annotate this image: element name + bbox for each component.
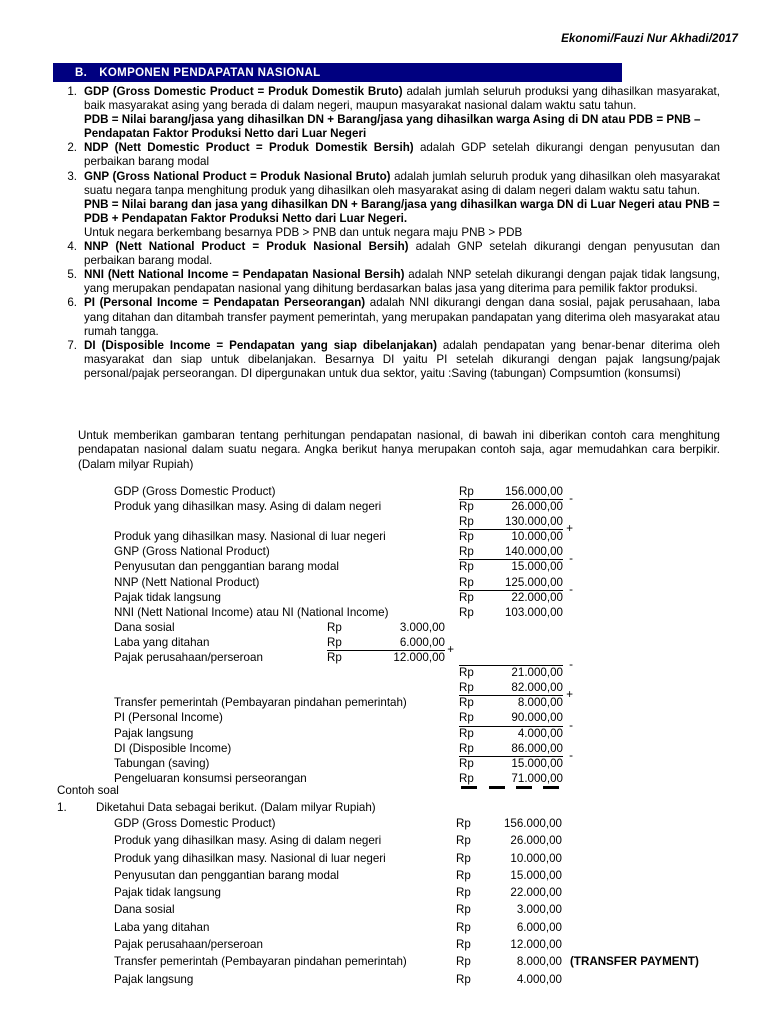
soal-data-row xyxy=(114,884,714,901)
calculation-row xyxy=(114,514,644,529)
definition-body xyxy=(84,268,720,296)
amount-value: 15.000,00 xyxy=(510,868,562,882)
currency-prefix: Rp xyxy=(459,756,474,770)
definition-text: adalah jumlah seluruh produk yang dihasilkan oleh masyarakat suatu negara tanpa menghitung produk yang dihasilkan oleh masyarakat asing di dalam negeri dalam waktu satu tahun. xyxy=(84,169,720,197)
calculation-label: Laba yang ditahan xyxy=(114,635,210,649)
amount-value: 6.000,00 xyxy=(399,635,445,649)
definition-text: adalah NNI dikurangi dengan dana sosial, pajak perusahaan, laba yang ditahan dan ditambah transfer payment pemerintah, yang merupakan pandapatan yang diterima oleh masyarakat atau rumah tangga. xyxy=(84,296,721,338)
amount-value: 103.000,00 xyxy=(504,605,563,619)
definition-item xyxy=(62,170,720,240)
amount-value: 26.000,00 xyxy=(510,834,562,848)
soal-data-row xyxy=(114,832,714,849)
soal-data-row xyxy=(114,901,714,918)
calculation-label: Pajak perusahaan/perseroan xyxy=(114,651,263,665)
amount-value: 125.000,00 xyxy=(504,575,563,589)
definition-body xyxy=(84,170,720,240)
calculation-label: NNI (Nett National Income) atau NI (National Income) xyxy=(114,605,389,619)
definition-item xyxy=(62,296,720,338)
definition-term: GDP (Gross Domestic Product = Produk Domestik Bruto) xyxy=(84,85,403,98)
amount-value: 12.000,00 xyxy=(393,651,445,665)
calculation-row xyxy=(114,484,644,499)
contoh-soal-number: 1. xyxy=(57,801,67,814)
definition-text: adalah pendapatan yang benar-benar diterima oleh masyarakat dan siap untuk dibelanjakan. Besarnya DI yaitu PI setelah dikurangi dengan pajak langsung/pajak personal/pajak perseorangan. DI dipergunakan untuk dua sektor, yaitu :Saving (tabungan) Compsumtion (konsumsi) xyxy=(84,338,720,380)
calculation-row xyxy=(114,771,644,786)
calculation-row xyxy=(114,620,644,635)
definition-note: Untuk negara berkembang besarnya PDB > PNB dan untuk negara maju PNB > PDB xyxy=(84,225,523,239)
currency-prefix: Rp xyxy=(459,726,474,740)
calculation-label: Dana sosial xyxy=(114,620,175,634)
currency-prefix: Rp xyxy=(456,938,471,952)
calculation-row xyxy=(114,635,644,650)
amount-value: 22.000,00 xyxy=(511,590,563,604)
definition-number: 5. xyxy=(67,268,77,282)
calculation-label: NNP (Nett National Product) xyxy=(114,575,260,589)
soal-tag: (TRANSFER PAYMENT) xyxy=(570,955,699,969)
amount-value: 21.000,00 xyxy=(511,666,563,680)
calculation-row xyxy=(114,605,644,620)
definition-term: NNI (Nett National Income = Pendapatan Nasional Bersih) xyxy=(84,268,405,282)
calculation-row xyxy=(114,544,644,559)
calculation-row xyxy=(114,575,644,590)
calculation-row xyxy=(114,680,644,695)
definition-list xyxy=(62,85,720,381)
currency-prefix: Rp xyxy=(456,903,471,917)
calculation-right-amount xyxy=(459,492,573,514)
amount-value: 10.000,00 xyxy=(510,851,562,865)
calculation-row xyxy=(114,643,644,665)
amount-value: 26.000,00 xyxy=(511,500,563,514)
soal-data-row xyxy=(114,936,714,953)
currency-prefix: Rp xyxy=(459,530,474,544)
definition-number: 1. xyxy=(67,85,77,98)
amount-value: 3.000,00 xyxy=(399,620,445,634)
calculation-label: Pengeluaran konsumsi perseorangan xyxy=(114,771,307,785)
currency-prefix: Rp xyxy=(459,575,474,589)
definition-number: 7. xyxy=(67,338,77,352)
currency-prefix: Rp xyxy=(459,605,474,619)
definition-body xyxy=(84,240,720,268)
operator-sign: + xyxy=(566,688,573,702)
calculation-label: Penyusutan dan penggantian barang modal xyxy=(114,560,339,574)
definition-body xyxy=(84,339,720,381)
currency-prefix: Rp xyxy=(459,741,474,755)
amount-value: 140.000,00 xyxy=(504,545,563,559)
definition-formula: PNB = Nilai barang dan jasa yang dihasilkan DN + Barang/jasa yang dihasilkan warga DN di Luar Negeri atau PNB = PDB + Pendapatan Faktor Produksi Netto dari Luar Negeri. xyxy=(84,197,720,225)
currency-prefix: Rp xyxy=(459,590,474,604)
currency-prefix: Rp xyxy=(459,515,474,529)
calculation-row xyxy=(114,741,644,756)
soal-label: Pajak tidak langsung xyxy=(114,886,221,900)
currency-prefix: Rp xyxy=(456,972,471,986)
contoh-soal-data-list xyxy=(114,815,714,988)
definition-body xyxy=(84,296,720,338)
operator-sign: - xyxy=(569,492,573,506)
definition-term: PI (Personal Income = Pendapatan Perseorangan) xyxy=(84,296,366,310)
currency-prefix: Rp xyxy=(456,868,471,882)
calculation-row xyxy=(114,710,644,725)
operator-sign: + xyxy=(447,643,454,657)
amount-value: 10.000,00 xyxy=(511,530,563,544)
operator-sign: + xyxy=(566,522,573,536)
definition-body xyxy=(84,85,720,141)
definition-number: 6. xyxy=(67,296,77,310)
amount-value: 4.000,00 xyxy=(516,972,562,986)
calculation-table xyxy=(114,484,644,786)
calculation-right-amount xyxy=(459,658,573,680)
operator-sign: - xyxy=(569,658,573,672)
contoh-soal-title: Contoh soal xyxy=(57,784,119,797)
currency-prefix: Rp xyxy=(459,711,474,725)
definition-term: NDP (Nett Domestic Product = Produk Domestik Bersih) xyxy=(84,141,414,155)
currency-prefix: Rp xyxy=(459,696,474,710)
currency-prefix: Rp xyxy=(456,886,471,900)
amount-value: 22.000,00 xyxy=(510,886,562,900)
calculation-label: GNP (Gross National Product) xyxy=(114,545,270,559)
definition-number: 3. xyxy=(67,169,77,183)
definition-item xyxy=(62,240,720,268)
operator-sign: - xyxy=(569,582,573,596)
section-letter: B. xyxy=(75,66,88,79)
definition-number: 2. xyxy=(67,141,77,155)
soal-data-row xyxy=(114,867,714,884)
calculation-label: Produk yang dihasilkan masy. Nasional di luar negeri xyxy=(114,530,386,544)
currency-prefix: Rp xyxy=(456,851,471,865)
amount-value: 15.000,00 xyxy=(511,560,563,574)
soal-data-row xyxy=(114,850,714,867)
amount-value: 130.000,00 xyxy=(504,515,563,529)
currency-prefix: Rp xyxy=(327,635,342,649)
soal-label: GDP (Gross Domestic Product) xyxy=(114,817,276,830)
currency-prefix: Rp xyxy=(456,955,471,969)
section-heading-bar xyxy=(53,63,622,82)
calculation-label: Transfer pemerintah (Pembayaran pindahan pemerintah) xyxy=(114,696,407,710)
soal-label: Pajak perusahaan/perseroan xyxy=(114,938,263,952)
definition-formula: PDB = Nilai barang/jasa yang dihasilkan DN + Barang/jasa yang dihasilkan warga Asing di DN atau PDB = PNB – Pendapatan Faktor Produksi Netto dari Luar Negeri xyxy=(84,113,701,141)
definition-item xyxy=(62,268,720,296)
soal-label: Dana sosial xyxy=(114,903,175,917)
amount-value: 15.000,00 xyxy=(511,756,563,770)
definition-item xyxy=(62,141,720,169)
soal-label: Produk yang dihasilkan masy. Asing di dalam negeri xyxy=(114,834,382,848)
currency-prefix: Rp xyxy=(459,681,474,695)
soal-data-row xyxy=(114,953,714,970)
soal-label: Laba yang ditahan xyxy=(114,920,210,934)
soal-label: Produk yang dihasilkan masy. Nasional di luar negeri xyxy=(114,851,386,865)
definition-term: NNP (Nett National Product = Produk Nasional Bersih) xyxy=(84,240,409,254)
definition-term: DI (Disposible Income = Pendapatan yang siap dibelanjakan) xyxy=(84,338,437,352)
section-title: KOMPONEN PENDAPATAN NASIONAL xyxy=(99,66,321,79)
calculation-mid-amount xyxy=(327,643,454,665)
currency-prefix: Rp xyxy=(456,920,471,934)
definition-item xyxy=(62,339,720,381)
amount-value: 86.000,00 xyxy=(511,741,563,755)
definition-text: adalah NNP setelah dikurangi dengan pajak tidak langsung, yang merupakan pendapatan nasional yang dihitung berdasarkan balas jasa yang diterima para pemilik faktor produksi. xyxy=(84,268,720,296)
definition-term: GNP (Gross National Product = Produk Nasional Bruto) xyxy=(84,169,391,183)
currency-prefix: Rp xyxy=(459,545,474,559)
calculation-label: PI (Personal Income) xyxy=(114,711,223,725)
amount-value: 90.000,00 xyxy=(511,711,563,725)
intro-paragraph: Untuk memberikan gambaran tentang perhitungan pendapatan nasional, di bawah ini diberikan contoh cara menghitung pendapatan nasional dalam suatu negara. Angka berikut hanya merupakan contoh saja, agar memudahkan cara berpikir. (Dalam milyar Rupiah) xyxy=(78,429,720,471)
soal-data-row xyxy=(114,815,714,832)
amount-value: 82.000,00 xyxy=(511,681,563,695)
definition-body xyxy=(84,141,720,169)
calculation-label: Pajak tidak langsung xyxy=(114,590,221,604)
calculation-label: Pajak langsung xyxy=(114,726,194,740)
currency-prefix: Rp xyxy=(459,560,474,574)
running-head: Ekonomi/Fauzi Nur Akhadi/2017 xyxy=(561,33,738,45)
currency-prefix: Rp xyxy=(456,817,471,830)
definition-text: adalah jumlah seluruh produksi yang dihasilkan masyarakat, baik masyarakat asing yang berada di dalam negeri, maupun masyarakat nasional dalam waktu satu tahun. xyxy=(84,85,720,113)
currency-prefix: Rp xyxy=(459,485,474,498)
currency-prefix: Rp xyxy=(459,500,474,514)
amount-value: 8.000,00 xyxy=(517,696,563,710)
operator-sign: - xyxy=(569,718,573,732)
soal-label: Penyusutan dan penggantian barang modal xyxy=(114,868,339,882)
calculation-label: GDP (Gross Domestic Product) xyxy=(114,485,276,498)
currency-prefix: Rp xyxy=(327,651,342,665)
calculation-row xyxy=(114,492,644,514)
definition-text: adalah GNP setelah dikurangi dengan penyusutan dan perbaikan barang modal. xyxy=(84,240,720,268)
soal-label: Pajak langsung xyxy=(114,972,194,986)
amount-value: 6.000,00 xyxy=(516,920,562,934)
amount-value: 156.000,00 xyxy=(503,817,562,830)
operator-sign: - xyxy=(569,552,573,566)
amount-value: 8.000,00 xyxy=(516,955,562,969)
currency-prefix: Rp xyxy=(327,620,342,634)
calculation-label: Produk yang dihasilkan masy. Asing di dalam negeri xyxy=(114,500,382,514)
currency-prefix: Rp xyxy=(456,834,471,848)
currency-prefix: Rp xyxy=(459,771,474,785)
definition-item xyxy=(62,85,720,141)
definition-number: 4. xyxy=(67,240,77,254)
amount-value: 156.000,00 xyxy=(504,485,563,498)
soal-label: Transfer pemerintah (Pembayaran pindahan pemerintah) xyxy=(114,955,407,969)
amount-value: 4.000,00 xyxy=(517,726,563,740)
amount-value: 3.000,00 xyxy=(516,903,562,917)
calculation-label: DI (Disposible Income) xyxy=(114,741,232,755)
soal-data-row xyxy=(114,919,714,936)
amount-value: 71.000,00 xyxy=(511,771,563,785)
final-double-underline xyxy=(459,785,563,794)
definition-text: adalah GDP setelah dikurangi dengan penyusutan dan perbaikan barang modal xyxy=(84,141,720,169)
contoh-soal-lead: Diketahui Data sebagai berikut. (Dalam milyar Rupiah) xyxy=(96,801,376,814)
soal-data-row xyxy=(114,971,714,988)
amount-value: 12.000,00 xyxy=(510,938,562,952)
calculation-label: Tabungan (saving) xyxy=(114,756,210,770)
operator-sign: - xyxy=(569,748,573,762)
currency-prefix: Rp xyxy=(459,666,474,680)
